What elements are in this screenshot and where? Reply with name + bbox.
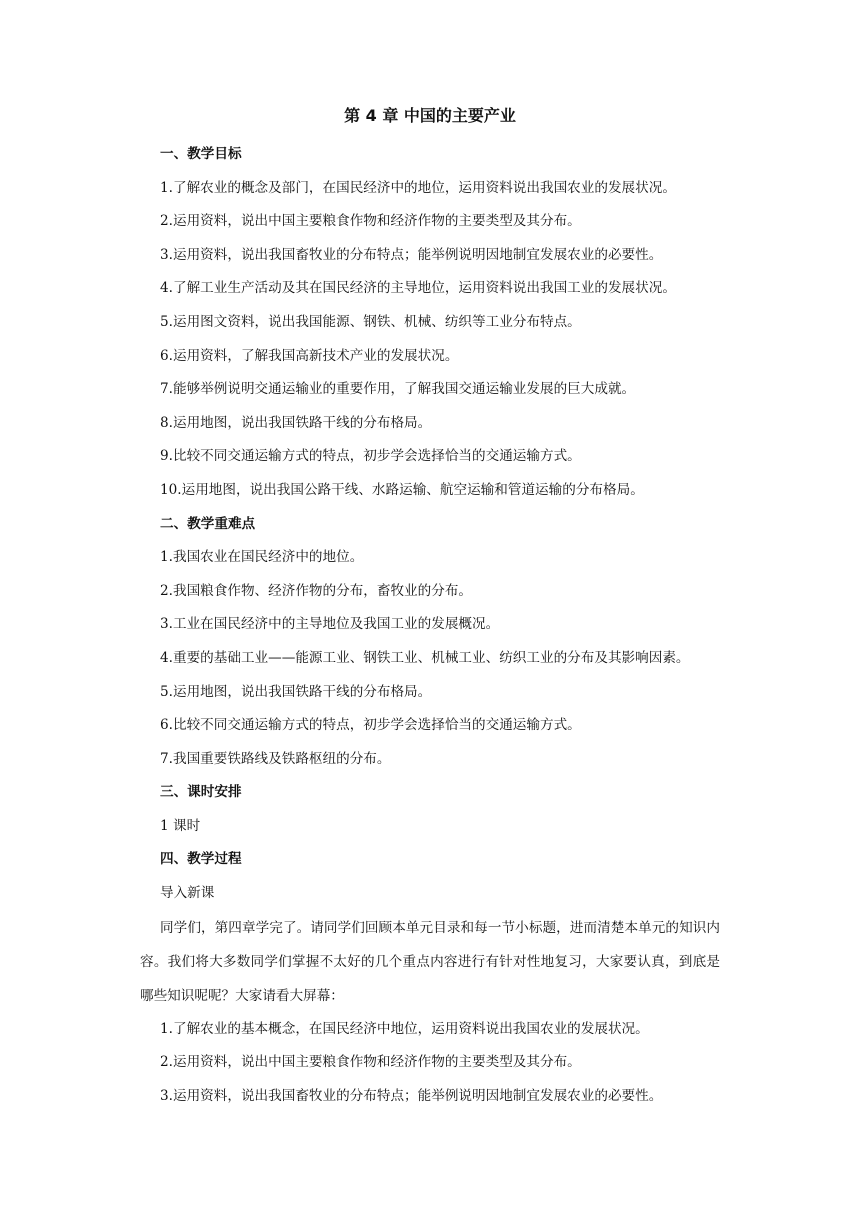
section-heading-process: 四、教学过程 <box>160 851 242 868</box>
key-point-item: 5.运用地图，说出我国铁路干线的分布格局。 <box>160 683 432 700</box>
objective-item: 9.比较不同交通运输方式的特点，初步学会选择恰当的交通运输方式。 <box>160 448 581 465</box>
key-point-item: 4.重要的基础工业——能源工业、钢铁工业、机械工业、纺织工业的分布及其影响因素。 <box>160 649 690 666</box>
objective-item: 2.运用资料，说出中国主要粮食作物和经济作物的主要类型及其分布。 <box>160 213 581 230</box>
key-point-item: 1.我国农业在国民经济中的地位。 <box>160 549 364 566</box>
section-heading-key-points: 二、教学重难点 <box>160 515 256 532</box>
objective-item: 6.运用资料，了解我国高新技术产业的发展状况。 <box>160 347 459 364</box>
document-content <box>140 100 720 1113</box>
section-heading-schedule: 三、课时安排 <box>160 784 242 801</box>
objective-item: 1.了解农业的概念及部门，在国民经济中的地位，运用资料说出我国农业的发展状况。 <box>160 179 676 196</box>
intro-paragraph: 同学们，第四章学完了。请同学们回顾本单元目录和每一节小标题，进而清楚本单元的知识内容。我们将大多数同学们掌握不太好的几个重点内容进行有针对性地复习，大家要认真，到底是哪些知识呢呢？大家请看大屏幕： <box>140 919 720 1004</box>
document-title: 第 4 章 中国的主要产业 <box>344 106 516 125</box>
section-heading-objectives: 一、教学目标 <box>160 146 242 162</box>
objective-item: 5.运用图文资料，说出我国能源、钢铁、机械、纺织等工业分布特点。 <box>160 313 581 330</box>
key-point-item: 3.工业在国民经济中的主导地位及我国工业的发展概况。 <box>160 616 500 633</box>
key-point-item: 2.我国粮食作物、经济作物的分布，畜牧业的分布。 <box>160 582 473 599</box>
objective-item: 8.运用地图，说出我国铁路干线的分布格局。 <box>160 414 432 431</box>
objective-item: 7.能够举例说明交通运输业的重要作用，了解我国交通运输业发展的巨大成就。 <box>160 381 636 398</box>
key-point-item: 7.我国重要铁路线及铁路枢纽的分布。 <box>160 750 391 767</box>
process-subheading: 导入新课 <box>160 885 215 902</box>
objective-item: 10.运用地图，说出我国公路干线、水路运输、航空运输和管道运输的分布格局。 <box>160 481 644 498</box>
objective-item: 4.了解工业生产活动及其在国民经济的主导地位，运用资料说出我国工业的发展状况。 <box>160 280 676 297</box>
key-point-item: 6.比较不同交通运输方式的特点，初步学会选择恰当的交通运输方式。 <box>160 717 581 734</box>
process-item: 1.了解农业的基本概念，在国民经济中地位，运用资料说出我国农业的发展状况。 <box>160 1020 649 1037</box>
process-item: 2.运用资料，说出中国主要粮食作物和经济作物的主要类型及其分布。 <box>160 1054 581 1071</box>
schedule-text: 1 课时 <box>160 817 201 834</box>
process-item: 3.运用资料，说出我国畜牧业的分布特点；能举例说明因地制宜发展农业的必要性。 <box>160 1087 663 1104</box>
objective-item: 3.运用资料，说出我国畜牧业的分布特点；能举例说明因地制宜发展农业的必要性。 <box>160 246 663 263</box>
